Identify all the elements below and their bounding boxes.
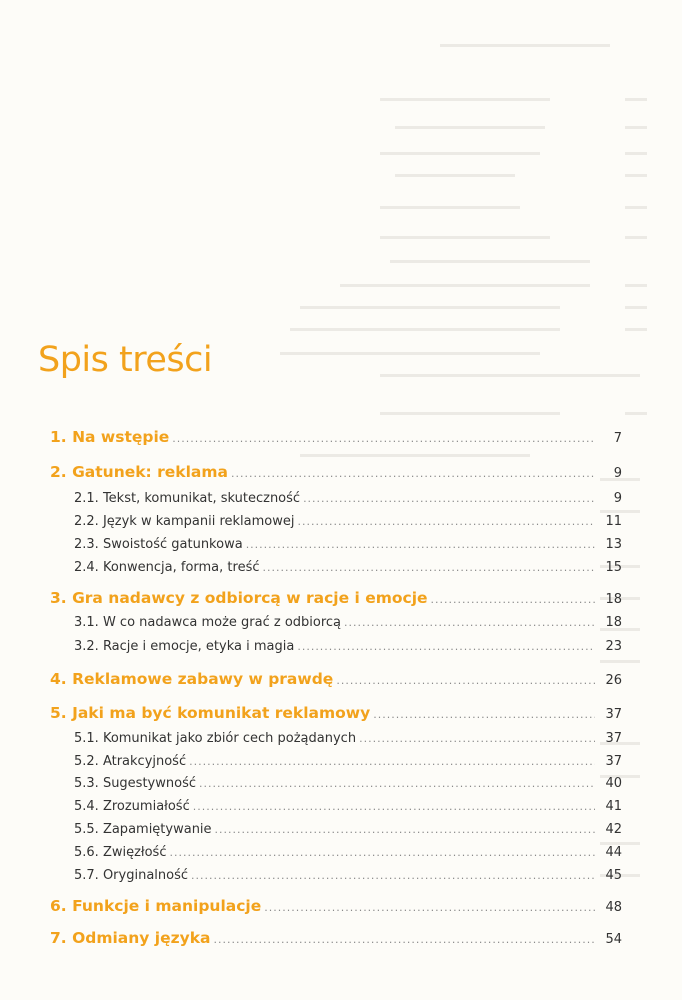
toc-entry-page: 7 [613,431,622,446]
dot-leader [191,869,595,882]
toc-entry-title: 3.1. W co nadawca może grać z odbiorcą [74,615,342,630]
toc-entry-section-2-2[interactable] [74,514,622,529]
toc-entry-page: 54 [605,932,622,947]
toc-entry-page: 9 [613,491,622,506]
toc-entry-title: 2.3. Swoistość gatunkowa [74,537,243,552]
dot-leader [189,755,595,768]
toc-entry-title: 6. Funkcje i manipulacje [50,897,262,915]
toc-entry-page: 42 [605,822,622,837]
dot-leader [231,467,595,480]
toc-entry-section-2-4[interactable] [74,560,622,575]
toc-entry-title: 5.5. Zapamiętywanie [74,822,212,837]
toc-entry-section-5-6[interactable] [74,845,622,860]
toc-entry-page: 37 [605,707,622,722]
toc-entry-title: 5.3. Sugestywność [74,776,196,791]
toc-entry-title: 3. Gra nadawcy z odbiorcą w racje i emocje [50,589,428,607]
toc-entry-page: 37 [605,754,622,769]
dot-leader [264,901,595,914]
toc-entry-section-5-3[interactable] [74,776,622,791]
toc-entry-title: 3.2. Racje i emocje, etyka i magia [74,639,295,654]
toc-entry-title: 2. Gatunek: reklama [50,463,228,481]
toc-entry-section-3-2[interactable] [74,639,622,654]
dot-leader [373,708,595,721]
toc-entry-title: 2.4. Konwencja, forma, treść [74,560,260,575]
toc-entry-chapter-1[interactable] [50,428,622,446]
toc-entry-section-2-3[interactable] [74,537,622,552]
toc-entry-chapter-4[interactable] [50,670,622,688]
dot-leader [297,640,595,653]
dot-leader [214,933,595,946]
dot-leader [431,593,595,606]
toc-entry-chapter-2[interactable] [50,463,622,481]
toc-entry-page: 15 [605,560,622,575]
toc-entry-page: 48 [605,900,622,915]
toc-entry-page: 40 [605,776,622,791]
dot-leader [169,846,595,859]
toc-entry-title: 5.4. Zrozumiałość [74,799,190,814]
toc-entry-page: 41 [605,799,622,814]
toc-entry-chapter-5[interactable] [50,704,622,722]
toc-entry-title: 1. Na wstępie [50,428,170,446]
toc-entry-page: 18 [605,592,622,607]
toc-entry-title: 2.2. Język w kampanii reklamowej [74,514,295,529]
dot-leader [344,616,595,629]
toc-entry-page: 18 [605,615,622,630]
toc-entry-section-5-7[interactable] [74,868,622,883]
dot-leader [172,432,595,445]
toc-entry-title: 5. Jaki ma być komunikat reklamowy [50,704,371,722]
toc-entry-section-5-5[interactable] [74,822,622,837]
toc-entry-section-3-1[interactable] [74,615,622,630]
toc-entry-section-5-4[interactable] [74,799,622,814]
toc-entry-page: 23 [605,639,622,654]
dot-leader [303,492,595,505]
toc-entry-page: 26 [605,673,622,688]
dot-leader [199,777,595,790]
dot-leader [263,561,596,574]
dot-leader [297,515,595,528]
dot-leader [215,823,595,836]
toc-entry-section-2-1[interactable] [74,491,622,506]
dot-leader [336,674,595,687]
toc-entry-section-5-1[interactable] [74,731,622,746]
toc-entry-title: 5.1. Komunikat jako zbiór cech pożądanych [74,731,357,746]
toc-entry-chapter-3[interactable] [50,589,622,607]
toc-entry-page: 37 [605,731,622,746]
toc-entry-title: 5.6. Zwięzłość [74,845,167,860]
toc-entry-title: 4. Reklamowe zabawy w prawdę [50,670,334,688]
toc-entry-page: 45 [605,868,622,883]
toc-entry-title: 2.1. Tekst, komunikat, skuteczność [74,491,301,506]
toc-entry-chapter-7[interactable] [50,929,622,947]
toc-entry-title: 5.2. Atrakcyjność [74,754,187,769]
toc-entry-title: 5.7. Oryginalność [74,868,189,883]
toc-entry-title: 7. Odmiany języka [50,929,211,947]
toc-entry-page: 13 [605,537,622,552]
toc-entry-page: 44 [605,845,622,860]
toc-entry-page: 11 [605,514,622,529]
toc-entry-page: 9 [613,466,622,481]
toc-entry-section-5-2[interactable] [74,754,622,769]
page-title: Spis treści [38,340,213,380]
dot-leader [359,732,595,745]
dot-leader [246,538,595,551]
dot-leader [193,800,595,813]
toc-entry-chapter-6[interactable] [50,897,622,915]
